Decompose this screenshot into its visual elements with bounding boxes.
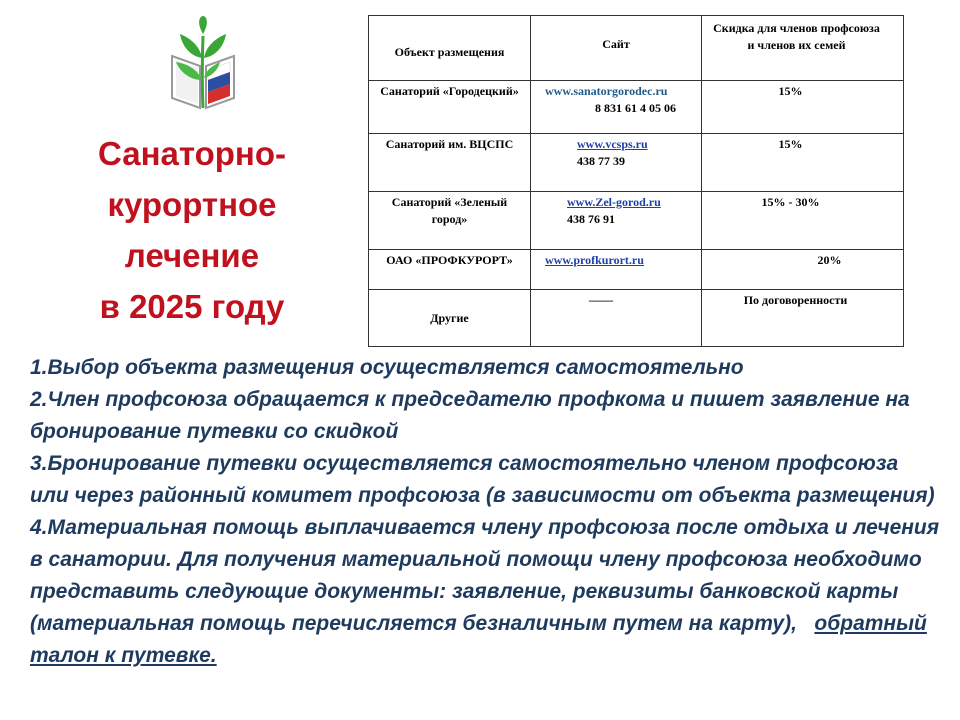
site-link[interactable]: www.Zel-gorod.ru <box>567 195 661 209</box>
table-row <box>369 134 904 192</box>
cell-object: Другие <box>369 290 531 347</box>
table-header-row <box>369 16 904 81</box>
cell-discount: 20% <box>702 250 904 290</box>
phone-text: 438 76 91 <box>567 212 615 226</box>
cell-object: ОАО «ПРОФКУРОРТ» <box>369 250 531 290</box>
instruction-item <box>30 512 940 672</box>
cell-discount: 15% - 30% <box>702 192 904 250</box>
cell-site <box>531 250 702 290</box>
cell-object: Санаторий «Зеленый город» <box>369 192 531 250</box>
table-row <box>369 192 904 250</box>
header-object: Объект размещения <box>369 16 531 81</box>
instruction-item: 3.Бронирование путевки осуществляется самостоятельно членом профсоюза или через районный комитет профсоюза (в зависимости от объекта размещения) <box>30 452 935 507</box>
table-row <box>369 250 904 290</box>
site-link[interactable]: www.profkurort.ru <box>545 253 644 267</box>
cell-object: Санаторий «Городецкий» <box>369 81 531 134</box>
site-text: www.sanatorgorodec.ru <box>545 84 668 98</box>
table-row <box>369 290 904 347</box>
trade-union-emblem-icon <box>166 16 240 116</box>
cell-discount: 15% <box>702 134 904 192</box>
cell-site <box>531 134 702 192</box>
title-line: в 2025 году <box>99 288 285 325</box>
cell-site <box>531 81 702 134</box>
slide-title <box>60 128 324 332</box>
instruction-text: 4.Материальная помощь выплачивается члену профсоюза после отдыха и лечения в санатории. Для получения материальной помощи члену профсоюза необходимо представить следующие документы: заявление, реквизиты банковской карты (материальная помощь перечисляется безналичным путем на карту), <box>30 516 940 635</box>
header-site: Сайт <box>531 16 702 81</box>
title-line: курортное <box>107 186 277 223</box>
title-line: Санаторно- <box>98 135 286 172</box>
instruction-underlined-text: обратный талон к путевке. <box>30 612 927 667</box>
header-discount: Скидка для членов профсоюза и членов их семей <box>702 16 904 81</box>
cell-site <box>531 192 702 250</box>
title-line: лечение <box>124 237 260 274</box>
instructions-list <box>30 352 940 672</box>
phone-text: 438 77 39 <box>577 154 625 168</box>
cell-discount: 15% <box>702 81 904 134</box>
phone-text: 8 831 61 4 05 06 <box>595 101 676 115</box>
instruction-item: 1.Выбор объекта размещения осуществляется самостоятельно <box>30 356 744 379</box>
site-text: —— <box>589 293 613 307</box>
site-link[interactable]: www.vcsps.ru <box>577 137 648 151</box>
resorts-table <box>368 15 904 347</box>
cell-object: Санаторий им. ВЦСПС <box>369 134 531 192</box>
cell-discount: По договоренности <box>702 290 904 347</box>
cell-site <box>531 290 702 347</box>
table-row <box>369 81 904 134</box>
instruction-item: 2.Член профсоюза обращается к председателю профкома и пишет заявление на бронирование путевки со скидкой <box>30 388 910 443</box>
